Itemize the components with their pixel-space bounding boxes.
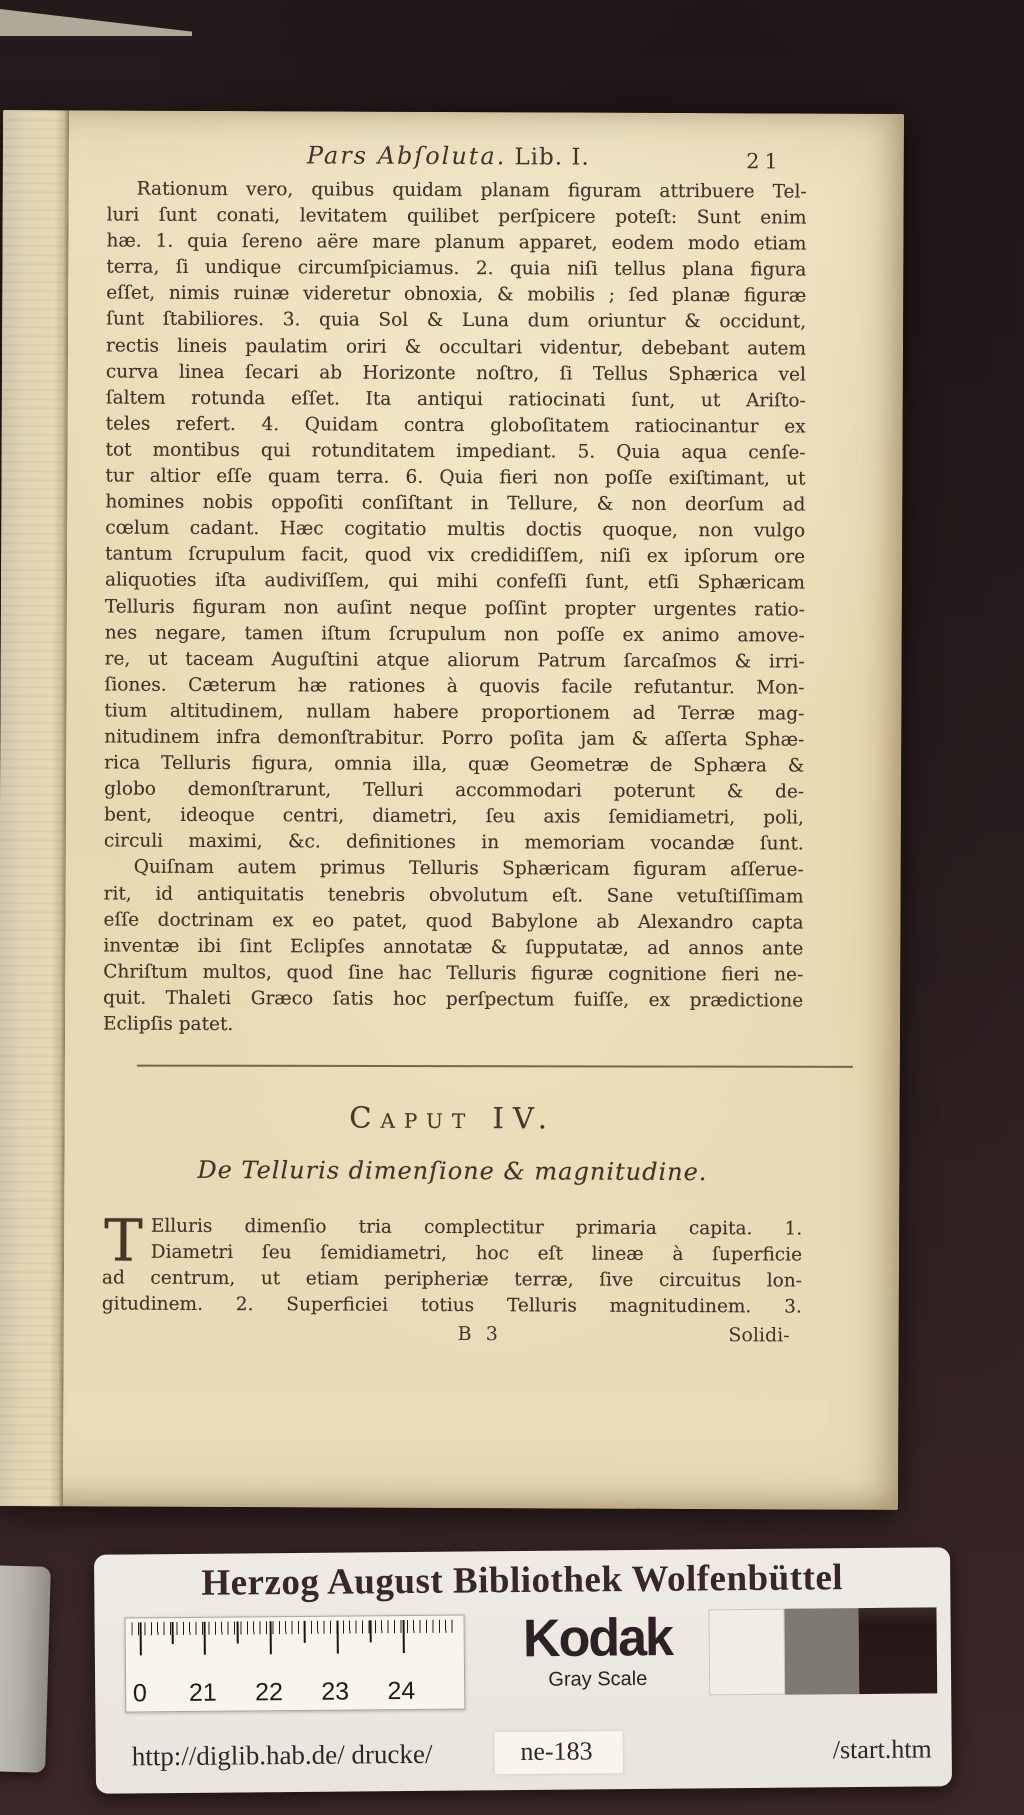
text-line: ſunt ſtabiliores. 3. quia Sol & Luna dum oriuntur & occidunt, xyxy=(106,308,807,334)
digitization-url: http://diglib.hab.de/ drucke/ xyxy=(131,1738,433,1771)
text-line: 23 xyxy=(321,1677,350,1706)
ruler-major-tick xyxy=(336,1621,338,1654)
text-line: nes negare, tamen iſtum ſcrupulum non poſſe ex animo amove- xyxy=(104,622,805,647)
text-line: cœlum cadant. Hæc cogitatio multis doctis quoque, non vulgo xyxy=(105,517,806,542)
paragraph-3 xyxy=(101,1206,803,1321)
ruler-half-tick xyxy=(369,1620,371,1642)
text-line: 0 xyxy=(132,1679,147,1708)
ruler-fine-ticks xyxy=(132,1620,458,1636)
text-line: eſſe doctrinam ex eo patet, quod Babylone ab Alexandro capta xyxy=(103,909,804,934)
text-line: Eclipſis patet. xyxy=(103,1013,234,1036)
paragraph-3-lines xyxy=(101,1206,803,1321)
text-line: 22 xyxy=(254,1678,284,1707)
text-line: Rationum vero, quibus quidam planam figuram attribuere Tel- xyxy=(136,178,807,203)
book-page xyxy=(0,110,904,1510)
ruler-half-tick xyxy=(237,1621,239,1643)
gray-scale-label: Gray Scale xyxy=(548,1667,648,1691)
kodak-logo: Kodak xyxy=(522,1608,673,1669)
shelfmark-label: ne-183 xyxy=(494,1731,623,1774)
text-line: ad centrum, ut etiam peripheriæ terræ, ſive circuitus lon- xyxy=(101,1267,802,1292)
ruler-major-tick xyxy=(204,1622,206,1655)
text-line: homines nobis oppoſiti conſiſtant in Tellure, & non deorſum ad xyxy=(105,491,806,516)
text-line: inventæ ibi ſint Eclipſes annotatæ & ſupputatæ, ad annos ante xyxy=(103,935,804,960)
ruler-half-tick xyxy=(303,1621,305,1643)
ruler-major-tick xyxy=(139,1622,141,1655)
text-line: rectis lineis paulatim oriri & occultari videntur, debebant autem xyxy=(105,335,807,360)
text-line: globo demonſtrarunt, Telluri accommodari poterunt & de- xyxy=(104,778,805,803)
calibration-row xyxy=(124,1607,937,1714)
text-line: Diametri ſeu ſemidiametri, hoc eſt lineæ à ſuperficie xyxy=(150,1241,803,1266)
ruler-numbers xyxy=(126,1678,464,1709)
chapter-subtitle: De Telluris dimenſione & magnitudine. xyxy=(197,1155,708,1187)
running-head-book-label: Lib. I. xyxy=(514,144,590,171)
running-head-part-title: Pars Abſoluta. xyxy=(306,141,507,171)
text-line: Elluris dimenſio tria complectitur primaria capita. 1. xyxy=(150,1215,803,1240)
patch-white xyxy=(708,1609,785,1696)
library-name: Herzog August Bibliothek Wolfenbüttel xyxy=(201,1557,844,1604)
page-text-block xyxy=(102,138,807,1355)
patch-black xyxy=(858,1607,937,1694)
text-line: tot montibus qui rotunditatem impediant. 5. Quia aqua cenſe- xyxy=(105,439,806,464)
signature-row xyxy=(102,1322,802,1355)
text-line: eſſet, nimis ruinæ videretur obnoxia, & mobilis ; ſed planæ figuræ xyxy=(106,282,807,307)
chapter-heading: Caput IV. xyxy=(349,1100,557,1136)
text-line: luri ſunt conati, levitatem quilibet perſpicere poteſt: Sunt enim xyxy=(106,204,807,229)
catchword: Solidi- xyxy=(728,1324,790,1347)
text-line: nitudinem infra demonſtrabitur. Porro poſita jam & aſſerta Sphæ- xyxy=(104,726,805,751)
text-line: re, ut taceam Auguſtini atque aliorum Patrum ſarcaſmos & irri- xyxy=(104,648,805,673)
ruler-half-tick xyxy=(171,1622,173,1644)
paragraph-1 xyxy=(104,176,807,857)
text-line: circuli maximi, &c. definitiones in memoriam vocandæ ſunt. xyxy=(103,830,804,855)
page-stack-corner xyxy=(0,0,192,36)
kodak-block xyxy=(486,1609,709,1692)
text-line: ſaltem rotunda eſſet. Ita antiqui ratiocinati ſunt, ut Ariſto- xyxy=(105,387,806,412)
text-line: quit. Thaleti Græco ſatis hoc perſpectum fuiſſe, ex prædictione xyxy=(103,987,804,1012)
text-line: Quiſnam autem primus Telluris Sphæricam figuram aſſerue- xyxy=(133,857,804,881)
text-line: 21 xyxy=(188,1678,217,1707)
text-line: aliquoties iſta audiviſſem, qui mihi confeſſi ſunt, etſi Sphæricam xyxy=(104,569,806,594)
text-line: terra, ſi undique circumſpiciamus. 2. quia niſi tellus plana figura xyxy=(106,256,807,281)
page-edge-strip xyxy=(0,110,69,1506)
banner-bottom-row xyxy=(132,1726,932,1779)
text-line: ſiones. Cæterum hæ rationes à quovis facile refutantur. Mon- xyxy=(104,674,805,699)
paragraph-2 xyxy=(103,855,804,1041)
page-number: 21 xyxy=(746,149,783,174)
signature-mark: B 3 xyxy=(457,1323,502,1346)
text-line: rit, id antiquitatis tenebris obvolutum eſt. Sane vetuſtiſſimam xyxy=(103,883,804,908)
text-line: hæ. 1. quia ſereno aëre mare planum apparet, eodem modo etiam xyxy=(106,230,807,255)
library-banner xyxy=(94,1547,952,1793)
text-line: tur altior eſſe quam terra. 6. Quia fieri non poſſe exiſtimant, ut xyxy=(105,465,806,490)
patch-gray xyxy=(784,1608,859,1695)
text-line: 24 xyxy=(387,1676,416,1706)
text-line: gitudinem. 2. Superficiei totius Telluris magnitudinem. 3. xyxy=(101,1293,802,1318)
ruler-major-tick xyxy=(270,1621,272,1654)
text-line: rica Telluris figura, omnia illa, quæ Geometræ de Sphæra & xyxy=(104,752,805,777)
section-rule xyxy=(137,1065,853,1068)
text-line: tantum ſcrupulum facit, quod vix credidiſſem, niſi ex ipſorum ore xyxy=(105,543,806,568)
gray-scale-patches xyxy=(708,1607,937,1695)
text-line: curva linea ſecari ab Horizonte noſtro, ſi Tellus Sphærica vel xyxy=(105,361,806,386)
text-line: tium altitudinem, nullam habere proportionem ad Terræ mag- xyxy=(104,700,805,725)
text-line: bent, ideoque centri, diametri, ſeu axis ſemidiametri, poli, xyxy=(103,804,805,829)
text-line: Chriſtum multos, quod ſine hac Telluris figuræ cognitione fieri ne- xyxy=(103,961,804,986)
drop-cap: T xyxy=(103,1206,143,1275)
text-line: teles refert. 4. Quidam contra globoſitatem ratiocinantur ex xyxy=(105,413,806,438)
text-line: Telluris figuram non auſint neque poſſint propter urgentes ratio- xyxy=(104,595,805,621)
cm-ruler xyxy=(125,1615,465,1713)
running-head-title xyxy=(307,141,590,170)
shelf-tab xyxy=(0,1565,51,1773)
ruler-major-tick xyxy=(402,1620,404,1653)
start-page-label: /start.htm xyxy=(832,1734,932,1765)
running-head xyxy=(107,138,807,179)
